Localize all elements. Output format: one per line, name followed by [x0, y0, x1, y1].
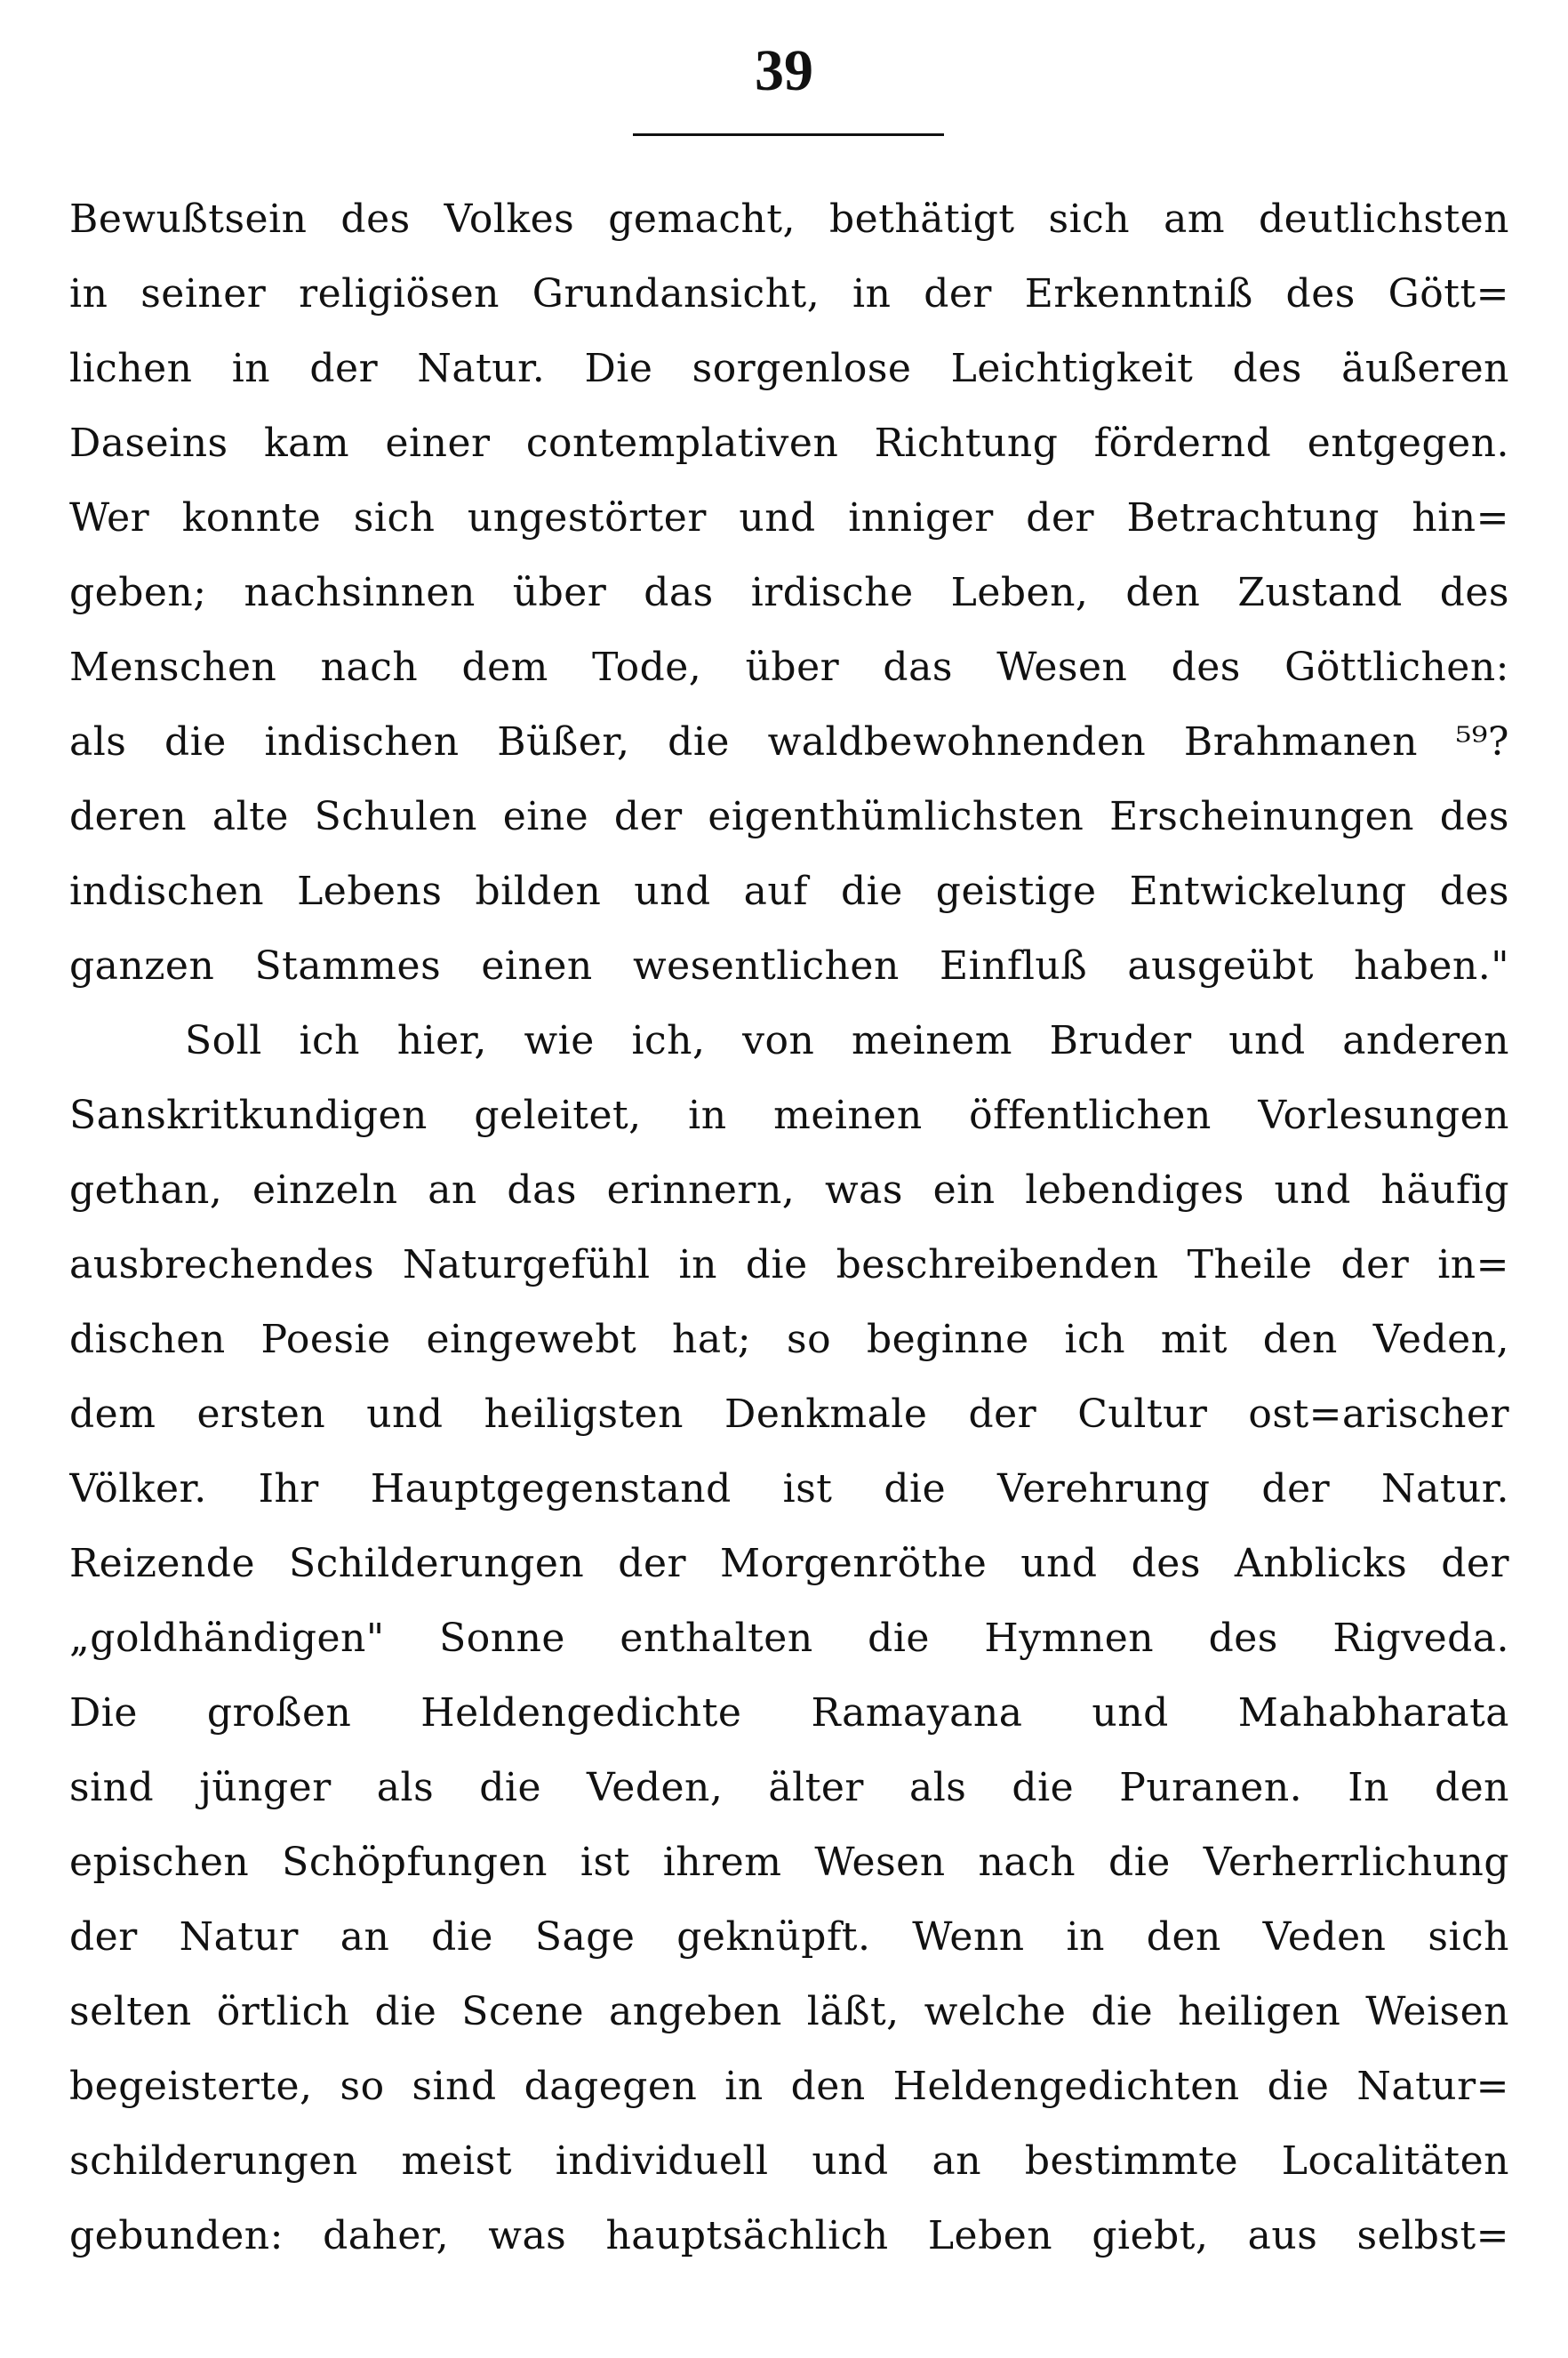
- text-line: ausbrechendes Naturgefühl in die beschreibenden Theile der in=: [69, 1242, 1509, 1287]
- text-line: indischen Lebens bilden und auf die geistige Entwickelung des: [69, 869, 1509, 914]
- text-line: Daseins kam einer contemplativen Richtung fördernd entgegen.: [69, 421, 1509, 466]
- text-line: in seiner religiösen Grundansicht, in der Erkenntniß des Gött=: [69, 271, 1509, 317]
- text-line: lichen in der Natur. Die sorgenlose Leichtigkeit des äußeren: [69, 346, 1509, 391]
- text-line: Reizende Schilderungen der Morgenröthe und des Anblicks der: [69, 1541, 1509, 1586]
- body-text: [69, 182, 1509, 2274]
- text-line: gebunden: daher, was hauptsächlich Leben giebt, aus selbst=: [69, 2213, 1509, 2258]
- text-line: als die indischen Büßer, die waldbewohnenden Brahmanen ⁵⁹?: [69, 719, 1509, 765]
- text-line: Bewußtsein des Volkes gemacht, bethätigt sich am deutlichsten: [69, 196, 1509, 242]
- text-line: dischen Poesie eingewebt hat; so beginne ich mit den Veden,: [69, 1317, 1509, 1362]
- text-line: epischen Schöpfungen ist ihrem Wesen nach die Verherrlichung: [69, 1840, 1509, 1885]
- text-line: „goldhändigen" Sonne enthalten die Hymnen des Rigveda.: [69, 1616, 1509, 1661]
- text-line: Völker. Ihr Hauptgegenstand ist die Verehrung der Natur.: [69, 1466, 1509, 1512]
- text-line: ganzen Stammes einen wesentlichen Einfluß ausgeübt haben.": [69, 943, 1509, 989]
- text-line: der Natur an die Sage geknüpft. Wenn in den Veden sich: [69, 1914, 1509, 1960]
- text-line: geben; nachsinnen über das irdische Leben, den Zustand des: [69, 570, 1509, 615]
- text-line: Sanskritkundigen geleitet, in meinen öffentlichen Vorlesungen: [69, 1093, 1509, 1138]
- text-line: Menschen nach dem Tode, über das Wesen des Göttlichen:: [69, 645, 1509, 690]
- page-number: 39: [755, 38, 813, 103]
- text-line: dem ersten und heiligsten Denkmale der Cultur ost=arischer: [69, 1392, 1509, 1437]
- text-line: selten örtlich die Scene angeben läßt, welche die heiligen Weisen: [69, 1989, 1509, 2034]
- text-line: Wer konnte sich ungestörter und inniger der Betrachtung hin=: [69, 495, 1509, 541]
- text-line: schilderungen meist individuell und an bestimmte Localitäten: [69, 2138, 1509, 2184]
- text-line: deren alte Schulen eine der eigenthümlichsten Erscheinungen des: [69, 794, 1509, 839]
- text-line: begeisterte, so sind dagegen in den Heldengedichten die Natur=: [69, 2064, 1509, 2109]
- paragraph-start-line: Soll ich hier, wie ich, von meinem Bruder und anderen: [185, 1018, 1509, 1063]
- text-line: gethan, einzeln an das erinnern, was ein lebendiges und häufig: [69, 1167, 1509, 1213]
- text-line: sind jünger als die Veden, älter als die Puranen. In den: [69, 1765, 1509, 1810]
- text-line: Die großen Heldengedichte Ramayana und Mahabharata: [69, 1690, 1509, 1736]
- header-rule: [633, 133, 944, 136]
